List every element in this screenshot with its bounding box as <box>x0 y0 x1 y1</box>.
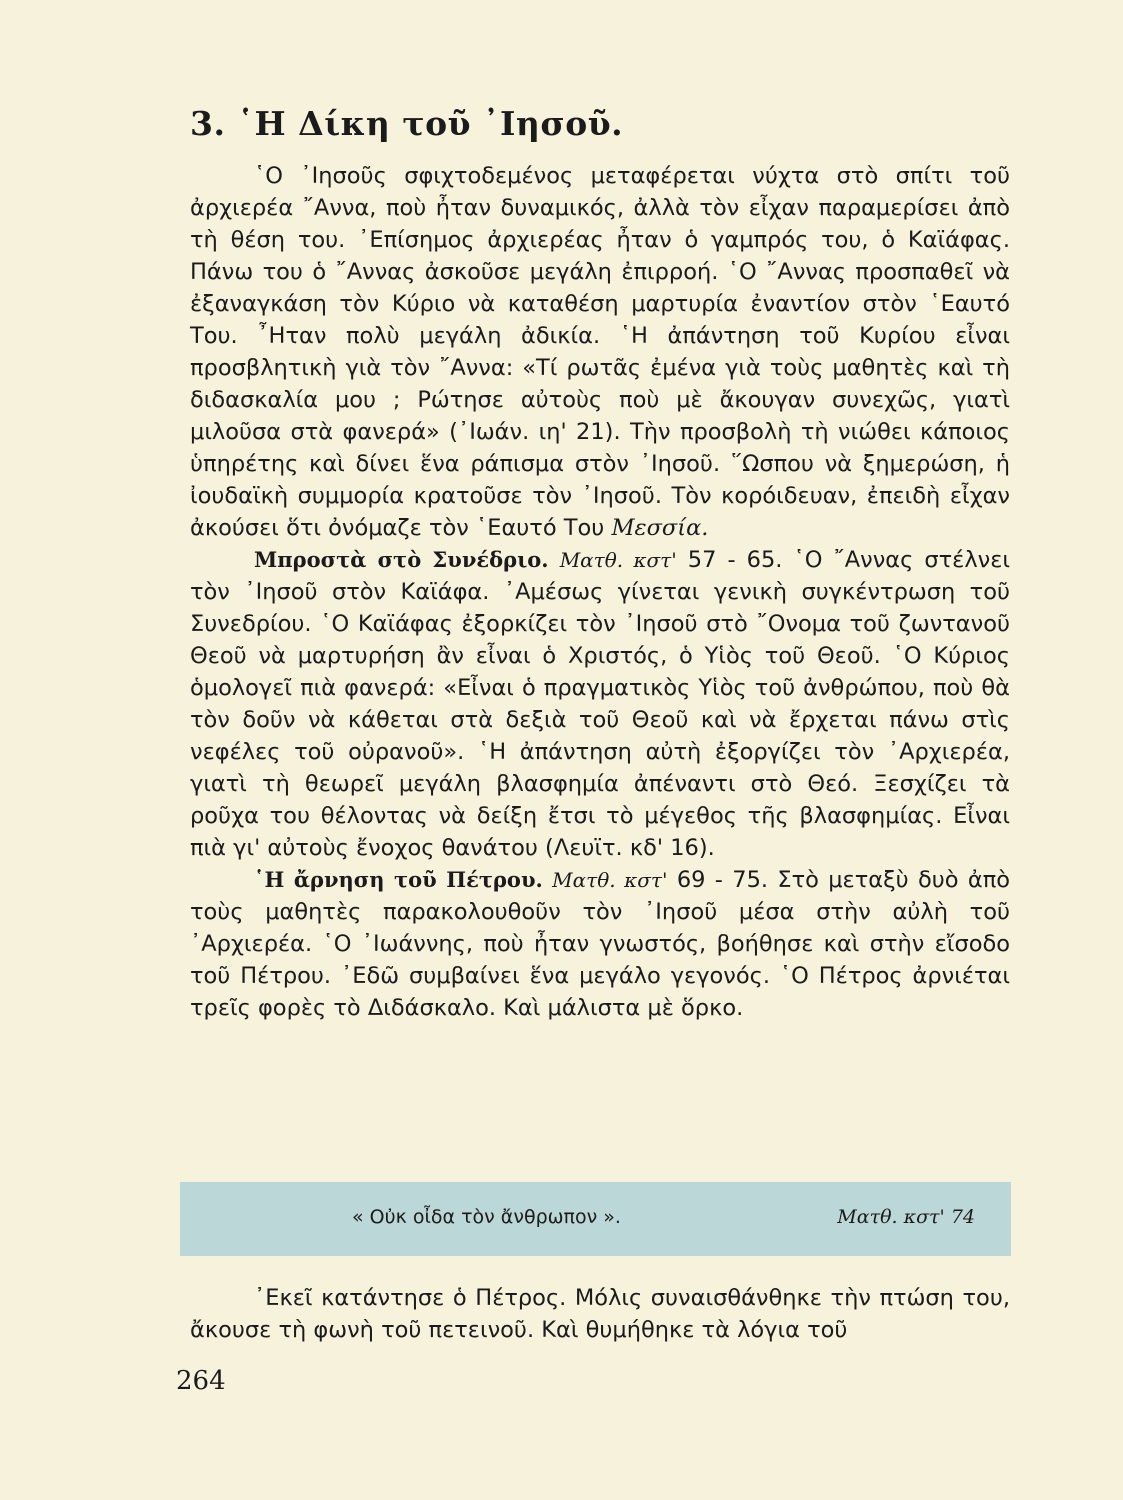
paragraph-sanhedrin <box>190 544 1010 864</box>
peter-denial-body: 69 - 75. Στὸ μεταξὺ δυὸ ἀπὸ τοὺς μαθητὲς παρακολουθοῦν τὸν ᾽Ιησοῦ μέσα στὴν αὐλὴ τοῦ ᾽Αρχιερέα. ῾Ο ᾽Ιωάννης, ποὺ ἦταν γνωστός, βοήθησε καὶ στὴν εἴσοδο τοῦ Πέτρου. ᾽Εδῶ συμβαίνει ἕνα μεγάλο γεγονός. ῾Ο Πέτρος ἀρνιέται τρεῖς φορὲς τὸ Διδάσκαλο. Καὶ μάλιστα μὲ ὅρκο. <box>190 867 1011 1021</box>
messiah-italic: Μεσσία. <box>611 515 709 541</box>
section-title: 3. ῾Η Δίκη τοῦ ᾽Ιησοῦ. <box>190 104 624 143</box>
paragraph-peter-after: ᾽Εκεῖ κατάντησε ὁ Πέτρος. Μόλις συναισθάνθηκε τὴν πτώση του, ἄκουσε τὴ φωνὴ τοῦ πετεινοῦ. Καὶ θυμήθηκε τὰ λόγια τοῦ <box>190 1285 1010 1343</box>
quote-text: « Οὐκ οἶδα τὸν ἄνθρωπον ». <box>352 1206 621 1228</box>
sanhedrin-reference: Ματθ. κστ' <box>559 548 677 572</box>
paragraph-peter-denial <box>190 864 1010 1024</box>
paragraph-trial-intro-text: ῾Ο ᾽Ιησοῦς σφιχτοδεμένος μεταφέρεται νύχτα στὸ σπίτι τοῦ ἀρχιερέα ῎Αννα, ποὺ ἦταν δυναμικός, ἀλλὰ τὸν εἶχαν παραμερίσει ἀπὸ τὴ θέση του. ᾽Επίσημος ἀρχιερέας ἦταν ὁ γαμπρός του, ὁ Καϊάφας. Πάνω του ὁ ῎Αννας ἀσκοῦσε μεγάλη ἐπιρροή. ῾Ο ῎Αννας προσπαθεῖ νὰ ἐξαναγκάση τὸν Κύριο νὰ καταθέση μαρτυρία ἐναντίον στὸν ῾Εαυτό Του. ῏Ηταν πολὺ μεγάλη ἀδικία. ῾Η ἀπάντηση τοῦ Κυρίου εἶναι προσβλητικὴ γιὰ τὸν ῎Αννα: «Τί ρωτᾶς ἐμένα γιὰ τοὺς μαθητὲς καὶ τὴ διδασκαλία μου ; Ρώτησε αὐτοὺς ποὺ μὲ ἄκουγαν συνεχῶς, γιατὶ μιλοῦσα στὰ φανερά» (᾽Ιωάν. ιη' 21). Τὴν προσβολὴ τὴ νιώθει κάποιος ὑπηρέτης καὶ δίνει ἕνα ράπισμα στὸν ᾽Ιησοῦ. ῞Ωσπου νὰ ξημερώση, ἡ ἰουδαϊκὴ συμμορία κρατοῦσε τὸν ᾽Ιησοῦ. Τὸν κορόιδευαν, ἐπειδὴ εἶχαν ἀκούσει ὅτι ὀνόμαζε τὸν ῾Εαυτό Του <box>190 163 1010 541</box>
peter-denial-reference: Ματθ. κστ' <box>552 868 668 892</box>
quote-reference: Ματθ. κστ' 74 <box>837 1206 975 1228</box>
sanhedrin-heading: Μπροστὰ στὸ Συνέδριο. <box>254 547 549 572</box>
peter-denial-heading: ῾Η ἄρνηση τοῦ Πέτρου. <box>254 867 543 892</box>
body-text-upper <box>190 160 1010 1024</box>
page-number: 264 <box>176 1366 226 1396</box>
sanhedrin-body: 57 - 65. ῾Ο ῎Αννας στέλνει τὸν ᾽Ιησοῦ στὸν Καϊάφα. ᾽Αμέσως γίνεται γενικὴ συγκέντρωση τοῦ Συνεδρίου. ῾Ο Καϊάφας ἐξορκίζει τὸν ᾽Ιησοῦ στὸ ῎Ονομα τοῦ ζωντανοῦ Θεοῦ νὰ μαρτυρήση ἂν εἶναι ὁ Χριστός, ὁ Υἱὸς τοῦ Θεοῦ. ῾Ο Κύριος ὁμολογεῖ πιὰ φανερά: «Εἶναι ὁ πραγματικὸς Υἱὸς τοῦ ἀνθρώπου, ποὺ θὰ τὸν δοῦν νὰ κάθεται στὰ δεξιὰ τοῦ Θεοῦ καὶ νὰ ἔρχεται πάνω στὶς νεφέλες τοῦ οὐρανοῦ». ῾Η ἀπάντηση αὐτὴ ἐξοργίζει τὸν ᾽Αρχιερέα, γιατὶ τὴ θεωρεῖ μεγάλη βλασφημία ἀπέναντι στὸ Θεό. Ξεσχίζει τὰ ροῦχα του θέλοντας νὰ δείξη ἔτσι τὸ μέγεθος τῆς βλασφημίας. Εἶναι πιὰ γι' αὐτοὺς ἔνοχος θανάτου (Λευϊτ. κδ' 16). <box>190 547 1011 861</box>
body-text-lower <box>190 1282 1010 1346</box>
paragraph-trial-intro <box>190 160 1010 544</box>
quote-band <box>180 1182 1011 1256</box>
